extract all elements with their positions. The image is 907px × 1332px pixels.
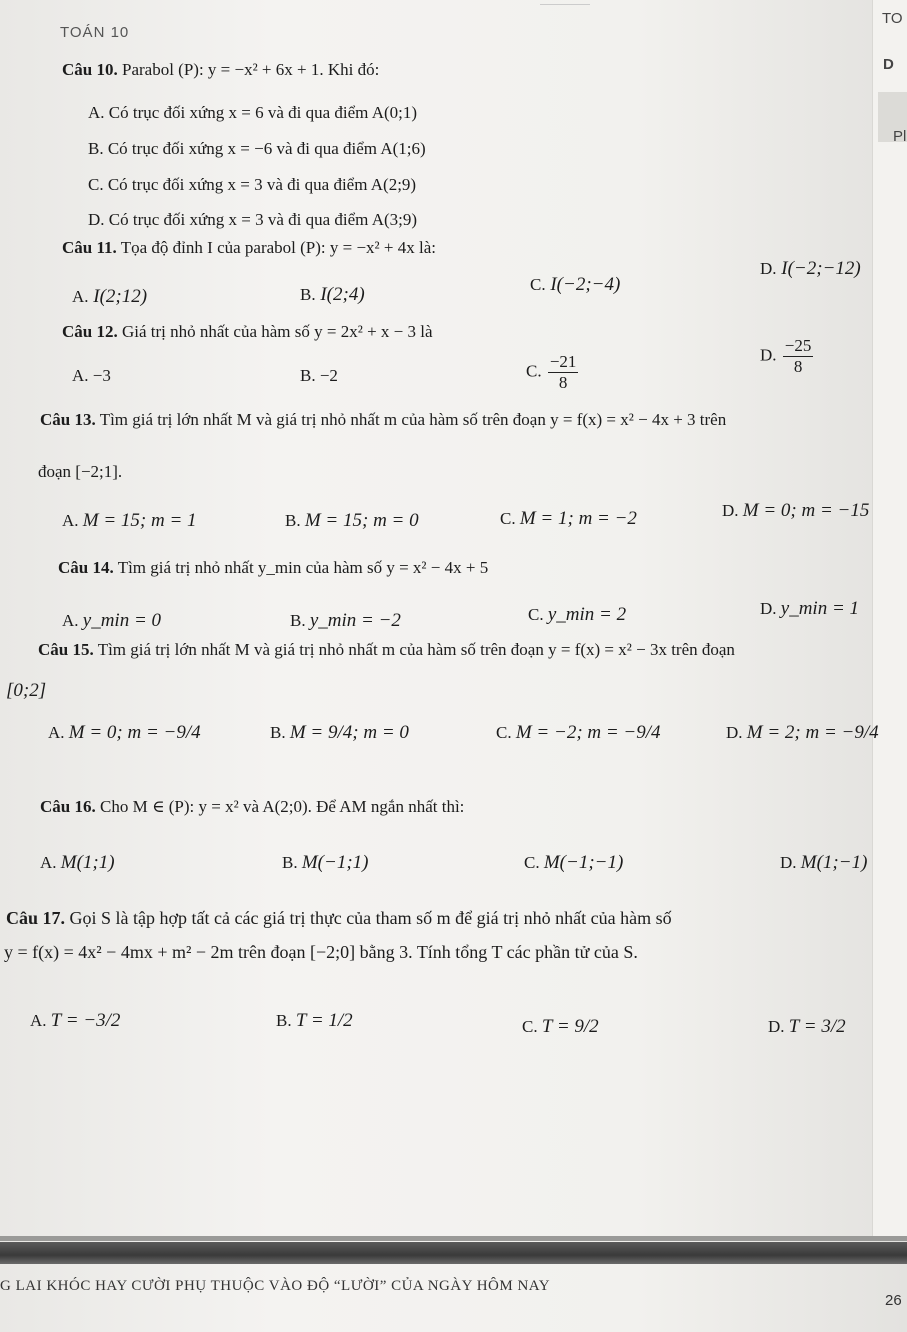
footer-band: [0, 1242, 907, 1264]
adjacent-page-label: TO: [882, 10, 903, 27]
q10-option-d[interactable]: D. Có trục đối xứng x = 3 và đi qua điểm A(3;9): [88, 210, 418, 229]
q15-option-a[interactable]: A. M = 0; m = −9/4: [48, 722, 201, 743]
question-13-stem: Tìm giá trị lớn nhất M và giá trị nhỏ nhất m của hàm số trên đoạn y = f(x) = x² − 4x + 3 trên: [99, 410, 727, 429]
question-14-stem: Tìm giá trị nhỏ nhất y_min của hàm số y = x² − 4x + 5: [117, 558, 489, 577]
question-17-label: Câu 17.: [6, 908, 66, 928]
question-16-stem: Cho M ∈ (P): y = x² và A(2;0). Để AM ngắn nhất thì:: [99, 797, 465, 816]
q14-option-b[interactable]: B. y_min = −2: [290, 610, 401, 631]
q17-option-c[interactable]: C. T = 9/2: [522, 1016, 599, 1037]
page-number: 26: [885, 1292, 902, 1309]
footer-rule-light: [0, 1236, 907, 1241]
q15-option-d[interactable]: D. M = 2; m = −9/4: [726, 722, 879, 743]
q10-option-a[interactable]: A. Có trục đối xứng x = 6 và đi qua điểm A(0;1): [88, 103, 418, 122]
question-11-label: Câu 11.: [62, 238, 117, 257]
question-16: [40, 797, 464, 817]
question-16-label: Câu 16.: [40, 797, 96, 816]
question-17: [6, 908, 672, 929]
question-15-label: Câu 15.: [38, 640, 94, 659]
q14-option-c[interactable]: C. y_min = 2: [528, 604, 627, 625]
question-17-stem-cont: y = f(x) = 4x² − 4mx + m² − 2m trên đoạn [−2;0] bằng 3. Tính tổng T các phần tử của S.: [4, 942, 638, 962]
q16-option-c[interactable]: C. M(−1;−1): [524, 852, 624, 873]
q11-option-a[interactable]: A. I(2;12): [72, 286, 148, 307]
question-15-stem: Tìm giá trị lớn nhất M và giá trị nhỏ nhất m của hàm số trên đoạn y = f(x) = x² − 3x trên đoạn: [97, 640, 735, 659]
question-15: [38, 640, 735, 660]
question-10: [62, 60, 379, 80]
q12-c-numerator: −21: [549, 352, 577, 371]
question-10-label: Câu 10.: [62, 60, 118, 79]
question-15-stem-cont: [0;2]: [6, 680, 47, 701]
question-13-stem-cont: đoạn [−2;1].: [38, 462, 123, 481]
question-12-label: Câu 12.: [62, 322, 118, 341]
q15-option-c[interactable]: C. M = −2; m = −9/4: [496, 722, 661, 743]
q13-option-b[interactable]: B. M = 15; m = 0: [285, 510, 419, 531]
q10-option-b[interactable]: B. Có trục đối xứng x = −6 và đi qua điểm A(1;6): [88, 139, 426, 158]
footer-motto: G LAI KHÓC HAY CƯỜI PHỤ THUỘC VÀO ĐỘ “LƯỜI” CỦA NGÀY HÔM NAY: [0, 1278, 551, 1294]
q17-option-a[interactable]: A. T = −3/2: [30, 1010, 121, 1031]
adjacent-page-edge: [872, 0, 907, 1240]
q12-option-b[interactable]: B. −2: [300, 366, 338, 385]
q17-option-d[interactable]: D. T = 3/2: [768, 1016, 846, 1037]
question-14: [58, 558, 488, 578]
question-10-stem: Parabol (P): y = −x² + 6x + 1. Khi đó:: [121, 60, 380, 79]
q11-option-b[interactable]: B. I(2;4): [300, 284, 365, 305]
top-smudge: [540, 0, 590, 5]
q13-option-c[interactable]: C. M = 1; m = −2: [500, 508, 637, 529]
q10-option-c[interactable]: C. Có trục đối xứng x = 3 và đi qua điểm A(2;9): [88, 175, 417, 194]
q16-option-a[interactable]: A. M(1;1): [40, 852, 115, 873]
adjacent-page-mark-d: D: [883, 56, 894, 73]
question-11-stem: Tọa độ đỉnh I của parabol (P): y = −x² + 4x là:: [120, 238, 436, 257]
question-12: [62, 322, 433, 342]
q12-option-a[interactable]: A. −3: [72, 366, 111, 385]
q12-option-d[interactable]: D. $\frac{-25}{8}$: [760, 336, 812, 376]
q13-option-a[interactable]: A. M = 15; m = 1: [62, 510, 197, 531]
question-12-stem: Giá trị nhỏ nhất của hàm số y = 2x² + x − 3 là: [121, 322, 433, 341]
q13-option-d[interactable]: D. M = 0; m = −15: [722, 500, 870, 521]
q14-option-d[interactable]: D. y_min = 1: [760, 598, 860, 619]
q15-option-b[interactable]: B. M = 9/4; m = 0: [270, 722, 409, 743]
q16-option-b[interactable]: B. M(−1;1): [282, 852, 369, 873]
q12-c-denominator: 8: [558, 373, 568, 392]
q12-option-c[interactable]: C. $\frac{-21}{8}$: [526, 352, 577, 392]
q17-option-b[interactable]: B. T = 1/2: [276, 1010, 353, 1031]
q12-d-denominator: 8: [793, 357, 803, 376]
q12-d-numerator: −25: [784, 336, 812, 355]
adjacent-page-mark-pl: Pl: [893, 128, 907, 145]
question-11: [62, 238, 436, 258]
question-13: [40, 410, 726, 430]
q14-option-a[interactable]: A. y_min = 0: [62, 610, 162, 631]
q16-option-d[interactable]: D. M(1;−1): [780, 852, 868, 873]
question-17-stem: Gọi S là tập hợp tất cả các giá trị thực của tham số m để giá trị nhỏ nhất của hàm số: [69, 908, 672, 928]
q11-option-d[interactable]: D. I(−2;−12): [760, 258, 861, 279]
question-13-label: Câu 13.: [40, 410, 96, 429]
question-14-label: Câu 14.: [58, 558, 114, 577]
q11-option-c[interactable]: C. I(−2;−4): [530, 274, 621, 295]
subject-header: TOÁN 10: [60, 24, 130, 41]
